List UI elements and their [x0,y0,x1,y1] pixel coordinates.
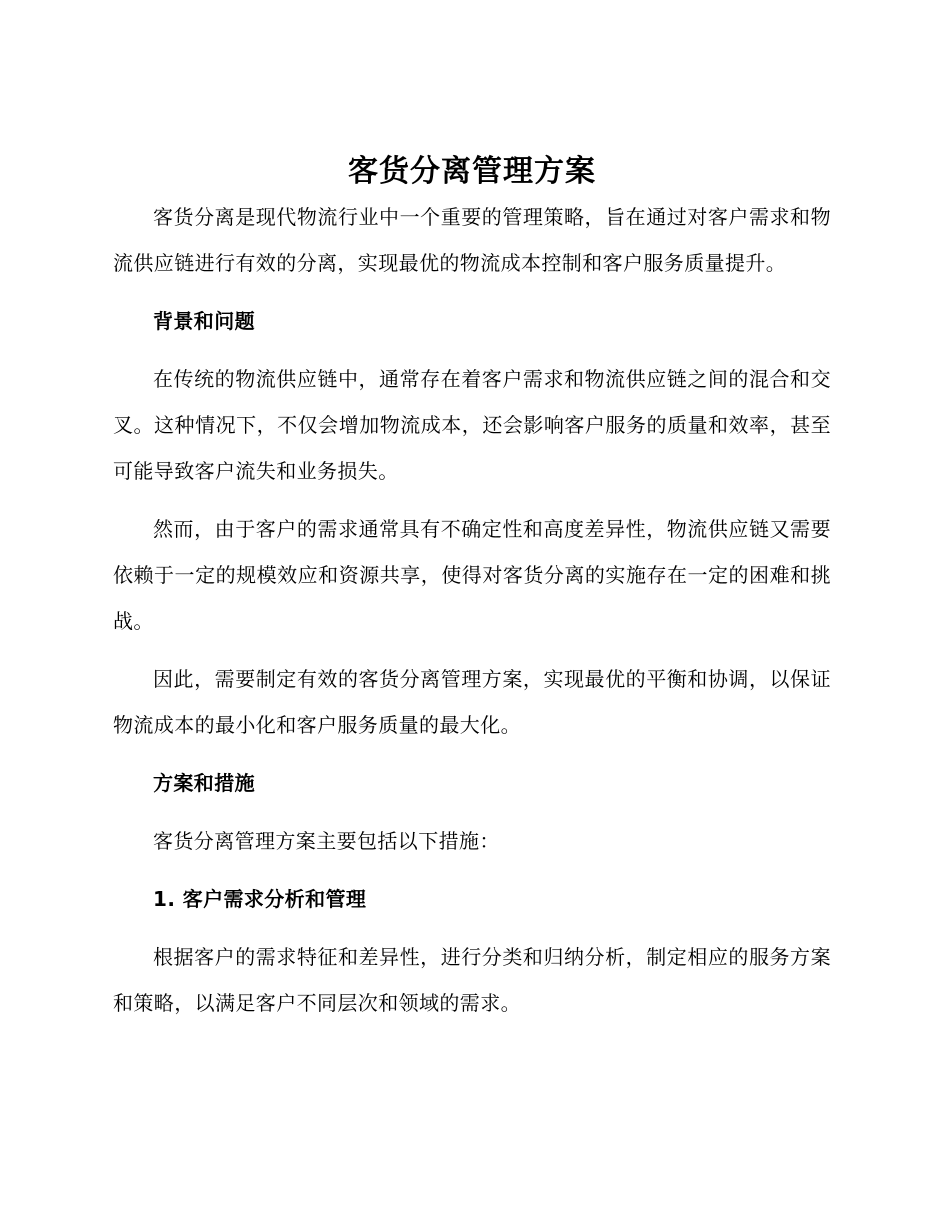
spacer [113,748,831,760]
spacer [113,344,831,356]
spacer [113,922,831,934]
background-paragraph-2: 然而，由于客户的需求通常具有不确定性和高度差异性，物流供应链又需要依赖于一定的规模效应和资源共享，使得对客货分离的实施存在一定的困难和挑战。 [113,517,831,633]
spacer [113,494,831,506]
spacer [113,864,831,876]
spacer [113,286,831,298]
measures-intro-paragraph: 客货分离管理方案主要包括以下措施： [153,829,500,853]
customer-demand-paragraph: 根据客户的需求特征和差异性，进行分类和归纳分析，制定相应的服务方案和策略，以满足客户不同层次和领域的需求。 [113,945,831,1015]
subsection-heading-customer-demand: 1. 客户需求分析和管理 [153,887,367,911]
document-page [113,150,831,1026]
section-heading-measures: 方案和措施 [153,771,255,795]
background-paragraph-1: 在传统的物流供应链中，通常存在着客户需求和物流供应链之间的混合和交叉。这种情况下，不仅会增加物流成本，还会影响客户服务的质量和效率，甚至可能导致客户流失和业务损失。 [113,367,831,483]
spacer [113,806,831,818]
spacer [113,644,831,656]
section-heading-background: 背景和问题 [153,309,255,333]
document-title: 客货分离管理方案 [348,154,596,189]
background-paragraph-3: 因此，需要制定有效的客货分离管理方案，实现最优的平衡和协调，以保证物流成本的最小化和客户服务质量的最大化。 [113,667,831,737]
intro-paragraph: 客货分离是现代物流行业中一个重要的管理策略，旨在通过对客户需求和物流供应链进行有效的分离，实现最优的物流成本控制和客户服务质量提升。 [113,205,831,275]
